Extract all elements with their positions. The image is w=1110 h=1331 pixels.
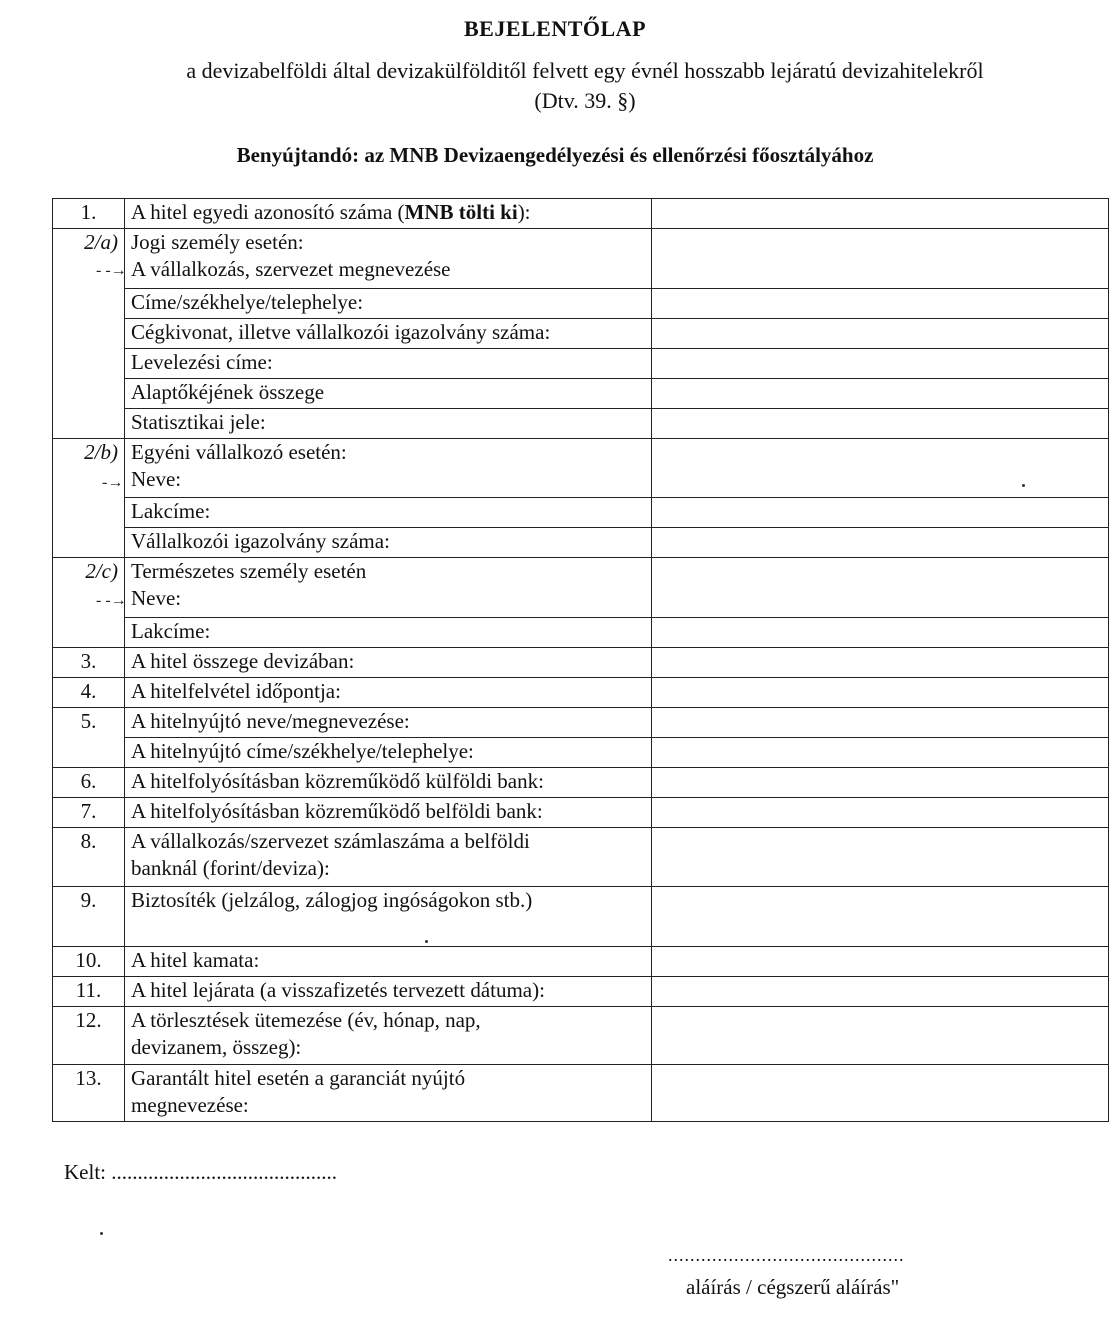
arrow-mark-icon: - -→ (96, 592, 127, 609)
table-row (53, 828, 1109, 887)
value-field[interactable] (652, 708, 1109, 738)
table-row (53, 678, 1109, 708)
form-title: BEJELENTŐLAP (463, 16, 647, 41)
table-row (53, 947, 1109, 977)
table-row (53, 229, 1109, 289)
row-label-line: devizanem, összeg): (131, 1035, 302, 1059)
table-row (53, 409, 1109, 439)
row-label-line: Jogi személy esetén: (131, 230, 304, 254)
row-label: Vállalkozói igazolvány száma: (125, 528, 652, 558)
row-label (125, 828, 652, 887)
value-field[interactable] (652, 528, 1109, 558)
row-label: A hitelfelvétel időpontja: (125, 678, 652, 708)
row-label: Alaptőkéjének összege (125, 379, 652, 409)
table-row (53, 768, 1109, 798)
table-row (53, 618, 1109, 648)
table-row (53, 1007, 1109, 1065)
row-number: 10. (53, 947, 125, 977)
table-row (53, 319, 1109, 349)
row-label: A hitel összege devizában: (125, 648, 652, 678)
row-label: A hitelfolyósításban közreműködő belföldi bank: (125, 798, 652, 828)
row-label-bold: MNB tölti ki (404, 200, 518, 224)
row-label-line: A vállalkozás, szervezet megnevezése (131, 257, 451, 281)
table-row (53, 289, 1109, 319)
row-label: A hitel lejárata (a visszafizetés tervezett dátuma): (125, 977, 652, 1007)
row-label-line: A törlesztések ütemezése (év, hónap, nap, (131, 1008, 481, 1032)
submit-to-heading: Benyújtandó: az MNB Devizaengedélyezési és ellenőrzési főosztályához (236, 143, 874, 167)
value-field[interactable] (652, 947, 1109, 977)
table-row (53, 528, 1109, 558)
row-label-line: banknál (forint/deviza): (131, 856, 330, 880)
value-field[interactable] (652, 1007, 1109, 1065)
value-field[interactable] (652, 798, 1109, 828)
table-row (53, 1065, 1109, 1122)
table-row (53, 738, 1109, 768)
table-row (53, 498, 1109, 528)
value-field[interactable] (652, 768, 1109, 798)
value-field[interactable] (652, 289, 1109, 319)
row-label-line: Neve: (131, 467, 182, 491)
signature-line[interactable]: ........................................... (668, 1245, 905, 1265)
value-field[interactable] (652, 229, 1109, 289)
row-number: 7. (53, 798, 125, 828)
scan-speck (1022, 484, 1025, 487)
table-row (53, 199, 1109, 229)
report-form-table (52, 198, 1109, 1122)
row-label: Levelezési címe: (125, 349, 652, 379)
subtitle-line-1: a devizabelföldi által devizakülfölditől felvett egy évnél hosszabb lejáratú devizahitelekről (186, 58, 984, 83)
row-number: 13. (53, 1065, 125, 1122)
row-label: A hitel kamata: (125, 947, 652, 977)
row-label-part: ): (517, 200, 531, 224)
value-field[interactable] (652, 738, 1109, 768)
value-field[interactable] (652, 498, 1109, 528)
value-field[interactable] (652, 409, 1109, 439)
value-field[interactable] (652, 319, 1109, 349)
row-label-line: A vállalkozás/szervezet számlaszáma a belföldi (131, 829, 530, 853)
row-label: Lakcíme: (125, 618, 652, 648)
row-label-line: megnevezése: (131, 1093, 249, 1117)
row-number: 8. (53, 828, 125, 887)
row-label-line: Természetes személy esetén (131, 559, 367, 583)
kelt-date-field[interactable]: Kelt: ........................................... (64, 1160, 337, 1184)
row-number: 2/c) (53, 558, 125, 648)
row-label-part: A hitel egyedi azonosító száma ( (131, 200, 405, 224)
value-field[interactable] (652, 558, 1109, 618)
row-number: 12. (53, 1007, 125, 1065)
value-field[interactable] (652, 828, 1109, 887)
value-field[interactable] (652, 618, 1109, 648)
value-field[interactable] (652, 439, 1109, 498)
row-number: 3. (53, 648, 125, 678)
row-label-line: Garantált hitel esetén a garanciát nyújtó (131, 1066, 466, 1090)
row-number: 9. (53, 887, 125, 947)
row-label (125, 199, 652, 229)
value-field[interactable] (652, 977, 1109, 1007)
row-label: Lakcíme: (125, 498, 652, 528)
row-number: 4. (53, 678, 125, 708)
value-field[interactable] (652, 1065, 1109, 1122)
signature-label: aláírás / cégszerű aláírás" (686, 1275, 900, 1299)
row-label (125, 1007, 652, 1065)
row-number: 2/a) (53, 229, 125, 439)
row-label-line: Neve: (131, 586, 182, 610)
table-row (53, 708, 1109, 738)
row-number: 1. (53, 199, 125, 229)
row-label: A hitelfolyósításban közreműködő külföldi bank: (125, 768, 652, 798)
value-field[interactable] (652, 199, 1109, 229)
table-row (53, 798, 1109, 828)
table-row (53, 887, 1109, 947)
scan-speck (100, 1232, 103, 1235)
subtitle-line-2: (Dtv. 39. §) (534, 88, 636, 113)
value-field[interactable] (652, 349, 1109, 379)
row-label (125, 229, 652, 289)
value-field[interactable] (652, 379, 1109, 409)
form-subtitle (60, 56, 1110, 116)
value-field[interactable] (652, 887, 1109, 947)
row-number: 11. (53, 977, 125, 1007)
row-label: A hitelnyújtó címe/székhelye/telephelye: (125, 738, 652, 768)
value-field[interactable] (652, 648, 1109, 678)
table-row (53, 379, 1109, 409)
row-label: Címe/székhelye/telephelye: (125, 289, 652, 319)
row-label: Statisztikai jele: (125, 409, 652, 439)
row-label: Biztosíték (jelzálog, zálogjog ingóságokon stb.) (125, 887, 652, 947)
row-number: 2/b) (53, 439, 125, 558)
table-row (53, 558, 1109, 618)
row-label (125, 558, 652, 618)
row-number: 5. (53, 708, 125, 768)
row-label (125, 1065, 652, 1122)
arrow-mark-icon: - -→ (96, 262, 127, 279)
row-number: 6. (53, 768, 125, 798)
table-row (53, 648, 1109, 678)
scan-speck (425, 940, 428, 943)
row-label-line: Egyéni vállalkozó esetén: (131, 440, 347, 464)
table-row (53, 349, 1109, 379)
arrow-mark-icon: -→ (102, 474, 124, 491)
table-row (53, 439, 1109, 498)
value-field[interactable] (652, 678, 1109, 708)
table-row (53, 977, 1109, 1007)
row-label: Cégkivonat, illetve vállalkozói igazolvány száma: (125, 319, 652, 349)
row-label (125, 439, 652, 498)
row-label: A hitelnyújtó neve/megnevezése: (125, 708, 652, 738)
